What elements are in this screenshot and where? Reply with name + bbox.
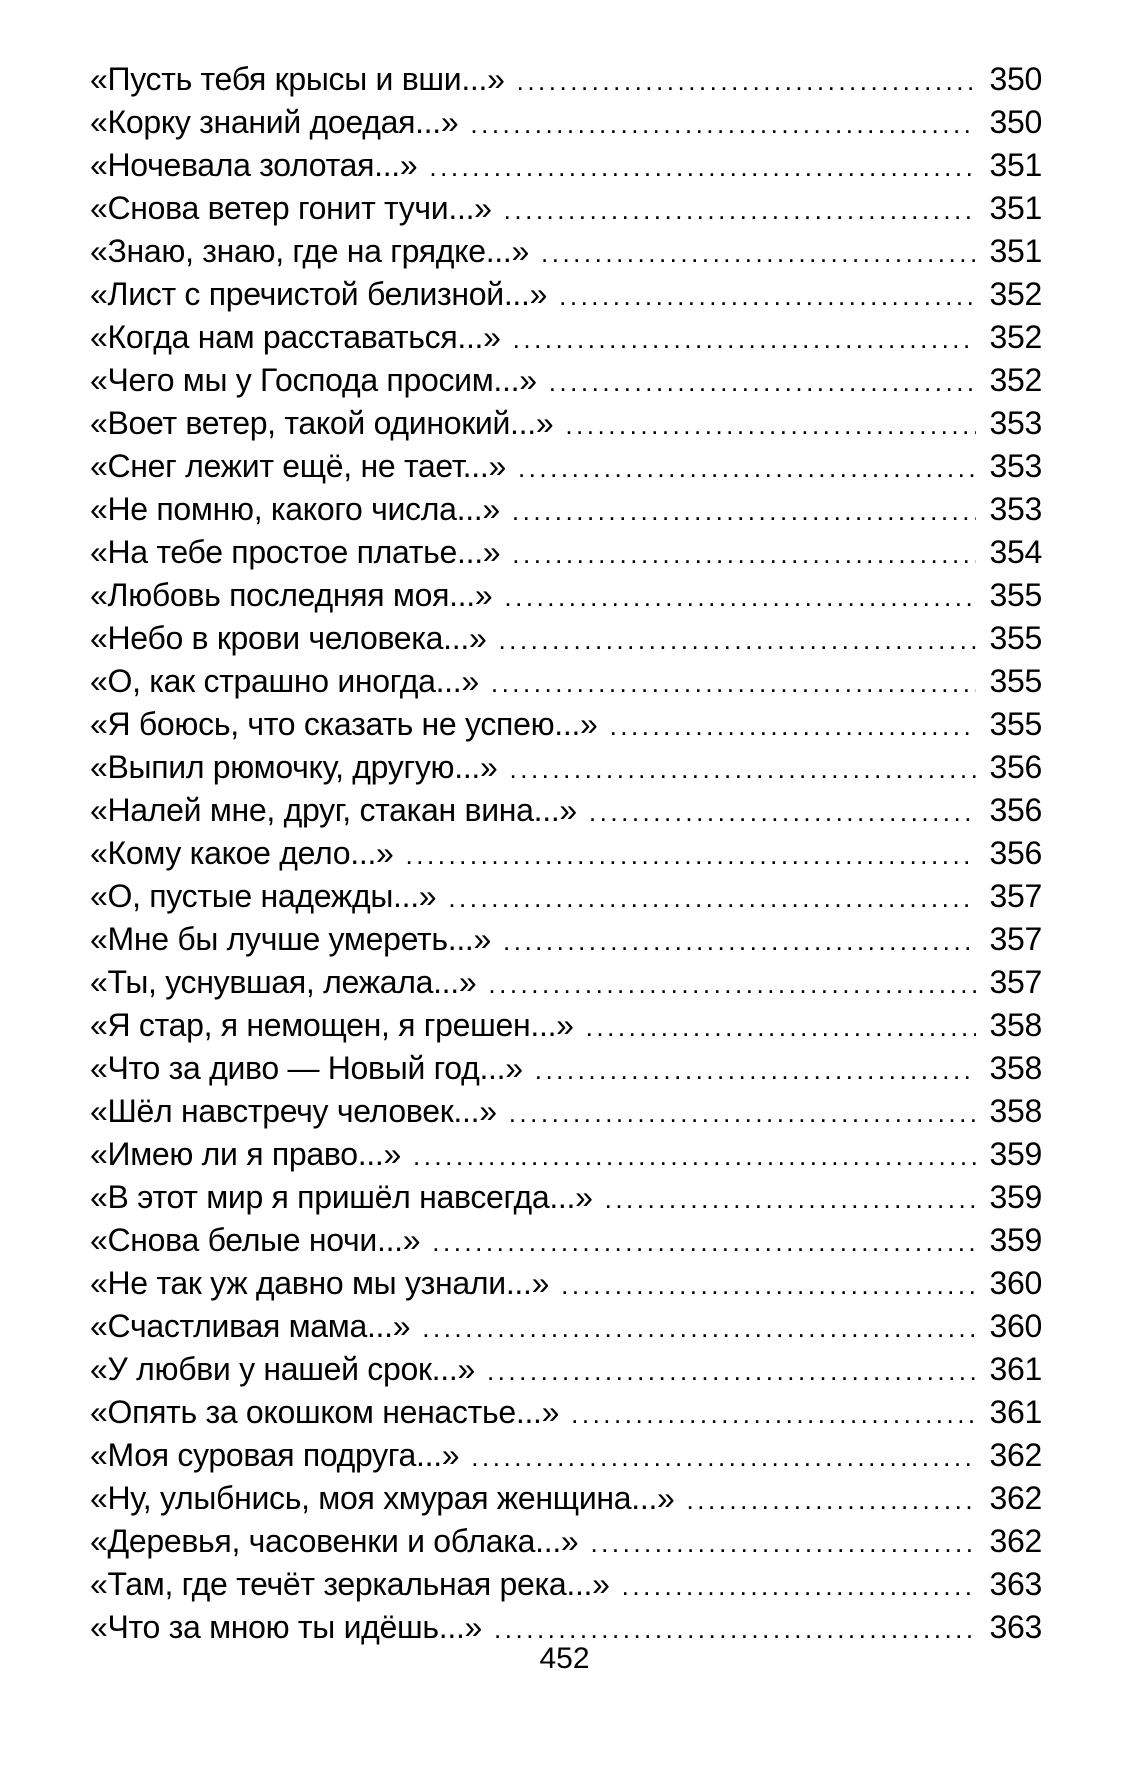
toc-entry-page: 357 (989, 878, 1042, 914)
toc-entry-title: «Снова белые ночи...» (90, 1222, 421, 1258)
toc-entry-page: 352 (989, 319, 1042, 355)
dot-leader (535, 1049, 976, 1092)
toc-entry-page: 352 (989, 276, 1042, 312)
dot-leader (448, 877, 976, 920)
dot-leader (498, 619, 976, 662)
dot-leader (504, 189, 976, 232)
toc-entry-page: 351 (989, 147, 1042, 183)
toc-entry-title: «Я стар, я немощен, я грешен...» (90, 1007, 574, 1043)
toc-entry-page: 363 (989, 1566, 1042, 1602)
dot-leader (605, 1178, 976, 1221)
toc-entry-title: «Моя суровая подруга...» (90, 1437, 460, 1473)
toc-entry-title: «Деревья, часовенки и облака...» (90, 1523, 579, 1559)
dot-leader (422, 1307, 976, 1350)
toc-entry (90, 1348, 1042, 1391)
toc-entry-title: «Счастливая мама...» (90, 1308, 411, 1344)
toc-entry (90, 875, 1042, 918)
dot-leader (590, 1522, 976, 1565)
toc-entry (90, 961, 1042, 1004)
toc-entry-page: 356 (989, 749, 1042, 785)
toc-entry-page: 350 (989, 61, 1042, 97)
toc-entry-page: 350 (989, 104, 1042, 140)
dot-leader (513, 318, 976, 361)
toc-entry-title: «Я боюсь, что сказать не успею...» (90, 706, 598, 742)
toc-entry (90, 660, 1042, 703)
toc-entry (90, 402, 1042, 445)
dot-leader (565, 404, 976, 447)
toc-entry-page: 358 (989, 1050, 1042, 1086)
dot-leader (510, 748, 977, 791)
toc-entry-page: 360 (989, 1308, 1042, 1344)
toc-entry-page: 359 (989, 1222, 1042, 1258)
dot-leader (559, 275, 976, 318)
toc-entry-page: 358 (989, 1007, 1042, 1043)
toc-entry-page: 354 (989, 534, 1042, 570)
toc-entry (90, 1477, 1042, 1520)
dot-leader (517, 60, 976, 103)
dot-leader (518, 447, 976, 490)
toc-entry-title: «Знаю, знаю, где на грядке...» (90, 233, 529, 269)
toc-entry-page: 352 (989, 362, 1042, 398)
toc-entry (90, 1219, 1042, 1262)
dot-leader (429, 146, 976, 189)
toc-entry (90, 531, 1042, 574)
dot-leader (512, 533, 976, 576)
toc-entry (90, 1563, 1042, 1606)
toc-entry-page: 361 (989, 1351, 1042, 1387)
toc-entry-title: «Небо в крови человека...» (90, 620, 487, 656)
toc-entry-title: «Корку знаний доедая...» (90, 104, 459, 140)
dot-leader (512, 490, 976, 533)
toc-entry (90, 574, 1042, 617)
page-number: 452 (539, 1642, 590, 1675)
toc-entry-page: 355 (989, 620, 1042, 656)
toc-entry (90, 187, 1042, 230)
toc-entry-title: «Имею ли я право...» (90, 1136, 401, 1172)
toc-entry-page: 353 (989, 448, 1042, 484)
toc-entry (90, 144, 1042, 187)
dot-leader (504, 576, 976, 619)
dot-leader (586, 1006, 976, 1049)
toc-entry-title: «Там, где течёт зеркальная река...» (90, 1566, 610, 1602)
toc-entry-title: «У любви у нашей срок...» (90, 1351, 475, 1387)
toc-entry (90, 445, 1042, 488)
dot-leader (541, 232, 976, 275)
toc-entry-page: 362 (989, 1437, 1042, 1473)
toc-entry-title: «Воет ветер, такой одинокий...» (90, 405, 554, 441)
toc-entry-page: 362 (989, 1480, 1042, 1516)
toc-entry-page: 357 (989, 921, 1042, 957)
toc-entry (90, 1133, 1042, 1176)
toc-entry-title: «Не помню, какого числа...» (90, 491, 500, 527)
toc-entry-title: «Ты, уснувшая, лежала...» (90, 964, 477, 1000)
dot-leader (491, 662, 976, 705)
table-of-contents (90, 58, 1042, 1649)
toc-entry (90, 1305, 1042, 1348)
toc-entry-page: 361 (989, 1394, 1042, 1430)
toc-entry (90, 1004, 1042, 1047)
toc-entry-title: «Лист с пречистой белизной...» (90, 276, 548, 312)
dot-leader (509, 1092, 976, 1135)
toc-entry (90, 1047, 1042, 1090)
toc-entry-title: «На тебе простое платье...» (90, 534, 501, 570)
toc-entry-page: 351 (989, 233, 1042, 269)
toc-entry (90, 359, 1042, 402)
toc-entry-title: «Ну, улыбнись, моя хмурая женщина...» (90, 1480, 675, 1516)
toc-entry (90, 703, 1042, 746)
toc-entry-page: 362 (989, 1523, 1042, 1559)
toc-entry-page: 355 (989, 706, 1042, 742)
toc-entry-page: 355 (989, 663, 1042, 699)
toc-entry-title: «Что за диво — Новый год...» (90, 1050, 523, 1086)
toc-entry (90, 746, 1042, 789)
toc-entry-title: «Выпил рюмочку, другую...» (90, 749, 498, 785)
toc-entry (90, 1090, 1042, 1133)
dot-leader (571, 1393, 976, 1436)
toc-entry-title: «Пусть тебя крысы и вши...» (90, 61, 505, 97)
toc-entry-title: «Не так уж давно мы узнали...» (90, 1265, 550, 1301)
dot-leader (432, 1221, 976, 1264)
toc-entry-page: 353 (989, 491, 1042, 527)
toc-entry-title: «Когда нам расставаться...» (90, 319, 501, 355)
dot-leader (561, 1264, 976, 1307)
toc-entry-title: «В этот мир я пришёл навсегда...» (90, 1179, 593, 1215)
toc-entry-page: 351 (989, 190, 1042, 226)
dot-leader (503, 920, 976, 963)
dot-leader (589, 791, 976, 834)
toc-entry-title: «Снова ветер гонит тучи...» (90, 190, 492, 226)
toc-entry (90, 273, 1042, 316)
dot-leader (488, 963, 976, 1006)
toc-entry-page: 353 (989, 405, 1042, 441)
toc-entry-title: «Кому какое дело...» (90, 835, 394, 871)
toc-entry-title: «Любовь последняя моя...» (90, 577, 493, 613)
toc-entry (90, 789, 1042, 832)
dot-leader (413, 1135, 976, 1178)
dot-leader (622, 1565, 976, 1608)
toc-entry (90, 832, 1042, 875)
toc-entry-page: 356 (989, 835, 1042, 871)
dot-leader (687, 1479, 976, 1522)
toc-entry (90, 1391, 1042, 1434)
toc-entry (90, 488, 1042, 531)
toc-entry-title: «Налей мне, друг, стакан вина...» (90, 792, 577, 828)
toc-entry-title: «Шёл навстречу человек...» (90, 1093, 497, 1129)
dot-leader (470, 103, 976, 146)
toc-entry-page: 363 (989, 1609, 1042, 1645)
toc-entry-title: «Ночевала золотая...» (90, 147, 418, 183)
toc-entry-title: «О, как страшно иногда...» (90, 663, 479, 699)
toc-entry-page: 358 (989, 1093, 1042, 1129)
toc-entry-page: 357 (989, 964, 1042, 1000)
toc-entry-title: «Что за мною ты идёшь...» (90, 1609, 483, 1645)
toc-entry-title: «Снег лежит ещё, не тает...» (90, 448, 506, 484)
toc-entry (90, 1176, 1042, 1219)
toc-entry-title: «Чего мы у Господа просим...» (90, 362, 537, 398)
toc-entry (90, 617, 1042, 660)
toc-entry (90, 316, 1042, 359)
toc-entry-page: 356 (989, 792, 1042, 828)
toc-entry-page: 355 (989, 577, 1042, 613)
toc-entry (90, 1434, 1042, 1477)
toc-entry-title: «Опять за окошком ненастье...» (90, 1394, 560, 1430)
toc-entry-title: «О, пустые надежды...» (90, 878, 437, 914)
toc-entry-page: 360 (989, 1265, 1042, 1301)
toc-entry-title: «Мне бы лучше умереть...» (90, 921, 492, 957)
dot-leader (549, 361, 976, 404)
dot-leader (471, 1436, 976, 1479)
toc-entry-page: 359 (989, 1179, 1042, 1215)
toc-entry (90, 1262, 1042, 1305)
toc-entry (90, 58, 1042, 101)
toc-entry (90, 1520, 1042, 1563)
toc-entry (90, 230, 1042, 273)
toc-entry-page: 359 (989, 1136, 1042, 1172)
dot-leader (406, 834, 976, 877)
toc-entry (90, 918, 1042, 961)
dot-leader (610, 705, 976, 748)
dot-leader (487, 1350, 976, 1393)
toc-entry (90, 101, 1042, 144)
